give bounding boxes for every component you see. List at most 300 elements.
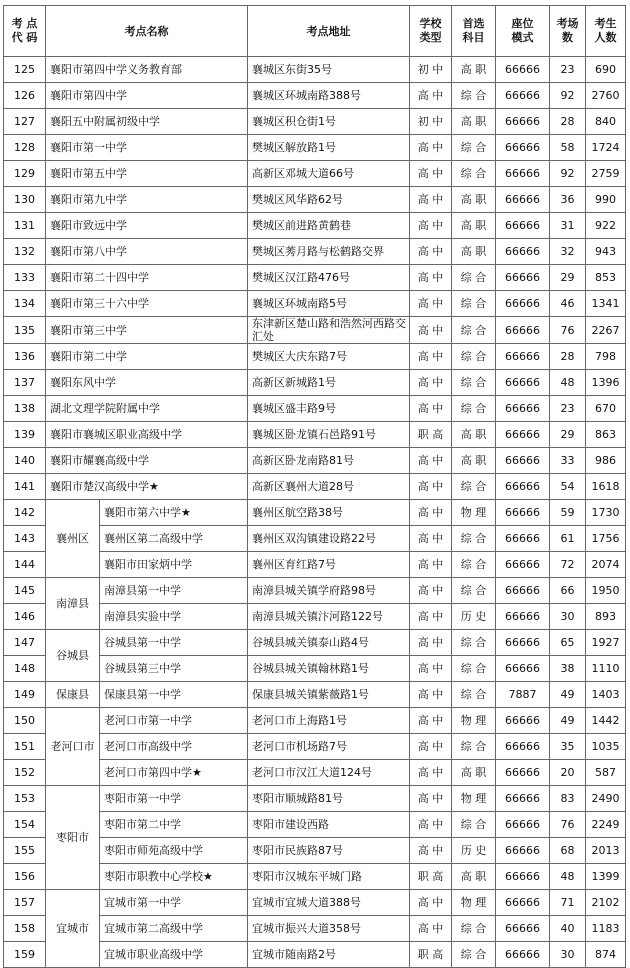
cell-code: 143 bbox=[4, 526, 46, 552]
exam-sites-table bbox=[3, 5, 626, 968]
cell-name: 谷城县第一中学 bbox=[100, 630, 248, 656]
cell-address: 高新区襄州大道28号 bbox=[248, 474, 410, 500]
cell-rooms: 59 bbox=[550, 500, 586, 526]
cell-subject: 综 合 bbox=[452, 474, 496, 500]
cell-type: 初 中 bbox=[410, 57, 452, 83]
cell-name: 襄阳市第六中学★ bbox=[100, 500, 248, 526]
cell-name: 襄阳市第五中学 bbox=[46, 161, 248, 187]
cell-type: 高 中 bbox=[410, 630, 452, 656]
cell-subject: 综 合 bbox=[452, 630, 496, 656]
cell-name: 老河口市第四中学★ bbox=[100, 760, 248, 786]
cell-type: 高 中 bbox=[410, 448, 452, 474]
cell-students: 2249 bbox=[586, 812, 626, 838]
cell-type: 高 中 bbox=[410, 161, 452, 187]
cell-students: 670 bbox=[586, 396, 626, 422]
cell-students: 986 bbox=[586, 448, 626, 474]
table-row bbox=[4, 682, 626, 708]
table-row bbox=[4, 422, 626, 448]
cell-students: 1756 bbox=[586, 526, 626, 552]
cell-type: 初 中 bbox=[410, 109, 452, 135]
table-row bbox=[4, 474, 626, 500]
cell-rooms: 71 bbox=[550, 890, 586, 916]
cell-students: 893 bbox=[586, 604, 626, 630]
cell-district: 枣阳市 bbox=[46, 786, 100, 890]
cell-rooms: 40 bbox=[550, 916, 586, 942]
cell-code: 137 bbox=[4, 370, 46, 396]
cell-district: 老河口市 bbox=[46, 708, 100, 786]
cell-name: 襄阳市第四中学 bbox=[46, 83, 248, 109]
cell-seat: 66666 bbox=[496, 890, 550, 916]
cell-address: 襄州区双沟镇建设路22号 bbox=[248, 526, 410, 552]
cell-address: 高新区卧龙南路81号 bbox=[248, 448, 410, 474]
cell-rooms: 32 bbox=[550, 239, 586, 265]
cell-address: 樊城区莠月路与松鹤路交界 bbox=[248, 239, 410, 265]
cell-subject: 综 合 bbox=[452, 552, 496, 578]
table-row bbox=[4, 161, 626, 187]
cell-address: 襄城区积仓街1号 bbox=[248, 109, 410, 135]
table-row bbox=[4, 135, 626, 161]
cell-rooms: 28 bbox=[550, 109, 586, 135]
cell-code: 156 bbox=[4, 864, 46, 890]
cell-district: 谷城县 bbox=[46, 630, 100, 682]
cell-students: 2074 bbox=[586, 552, 626, 578]
table-row bbox=[4, 890, 626, 916]
cell-subject: 综 合 bbox=[452, 135, 496, 161]
table-row bbox=[4, 83, 626, 109]
cell-subject: 高 职 bbox=[452, 57, 496, 83]
cell-students: 990 bbox=[586, 187, 626, 213]
cell-name: 枣阳市第二中学 bbox=[100, 812, 248, 838]
cell-rooms: 61 bbox=[550, 526, 586, 552]
cell-type: 职 高 bbox=[410, 942, 452, 968]
cell-name: 襄阳市第四中学义务教育部 bbox=[46, 57, 248, 83]
cell-address: 襄城区东街35号 bbox=[248, 57, 410, 83]
cell-seat: 66666 bbox=[496, 57, 550, 83]
cell-students: 1183 bbox=[586, 916, 626, 942]
cell-students: 1618 bbox=[586, 474, 626, 500]
cell-code: 139 bbox=[4, 422, 46, 448]
cell-rooms: 68 bbox=[550, 838, 586, 864]
cell-type: 高 中 bbox=[410, 474, 452, 500]
cell-address: 枣阳市汉城东平城门路 bbox=[248, 864, 410, 890]
cell-type: 高 中 bbox=[410, 265, 452, 291]
cell-code: 125 bbox=[4, 57, 46, 83]
cell-code: 148 bbox=[4, 656, 46, 682]
cell-code: 133 bbox=[4, 265, 46, 291]
cell-subject: 综 合 bbox=[452, 578, 496, 604]
cell-name: 谷城县第三中学 bbox=[100, 656, 248, 682]
cell-rooms: 31 bbox=[550, 213, 586, 239]
cell-name: 襄阳市耀襄高级中学 bbox=[46, 448, 248, 474]
cell-rooms: 29 bbox=[550, 422, 586, 448]
cell-district: 襄州区 bbox=[46, 500, 100, 578]
cell-seat: 66666 bbox=[496, 187, 550, 213]
cell-code: 131 bbox=[4, 213, 46, 239]
cell-type: 高 中 bbox=[410, 656, 452, 682]
cell-seat: 66666 bbox=[496, 526, 550, 552]
cell-subject: 高 职 bbox=[452, 864, 496, 890]
cell-code: 136 bbox=[4, 344, 46, 370]
cell-students: 798 bbox=[586, 344, 626, 370]
cell-name: 襄阳市楚汉高级中学★ bbox=[46, 474, 248, 500]
cell-students: 2760 bbox=[586, 83, 626, 109]
cell-subject: 综 合 bbox=[452, 344, 496, 370]
cell-subject: 综 合 bbox=[452, 526, 496, 552]
cell-subject: 物 理 bbox=[452, 786, 496, 812]
cell-students: 1110 bbox=[586, 656, 626, 682]
table-row bbox=[4, 239, 626, 265]
cell-type: 高 中 bbox=[410, 83, 452, 109]
cell-seat: 66666 bbox=[496, 942, 550, 968]
table-row bbox=[4, 291, 626, 317]
cell-students: 1403 bbox=[586, 682, 626, 708]
cell-type: 高 中 bbox=[410, 734, 452, 760]
cell-seat: 66666 bbox=[496, 760, 550, 786]
cell-rooms: 30 bbox=[550, 604, 586, 630]
cell-rooms: 23 bbox=[550, 396, 586, 422]
cell-subject: 综 合 bbox=[452, 370, 496, 396]
cell-rooms: 28 bbox=[550, 344, 586, 370]
header-students: 考生 人数 bbox=[586, 6, 626, 57]
cell-address: 襄城区环城南路5号 bbox=[248, 291, 410, 317]
cell-name: 老河口市第一中学 bbox=[100, 708, 248, 734]
cell-code: 158 bbox=[4, 916, 46, 942]
cell-code: 135 bbox=[4, 317, 46, 344]
table-row bbox=[4, 448, 626, 474]
cell-subject: 历 史 bbox=[452, 604, 496, 630]
header-rooms: 考场 数 bbox=[550, 6, 586, 57]
header-seat: 座位 模式 bbox=[496, 6, 550, 57]
header-type: 学校 类型 bbox=[410, 6, 452, 57]
cell-name: 襄阳市第三十六中学 bbox=[46, 291, 248, 317]
cell-type: 高 中 bbox=[410, 760, 452, 786]
cell-type: 高 中 bbox=[410, 500, 452, 526]
cell-subject: 高 职 bbox=[452, 187, 496, 213]
cell-code: 152 bbox=[4, 760, 46, 786]
cell-name: 襄阳市第八中学 bbox=[46, 239, 248, 265]
cell-students: 943 bbox=[586, 239, 626, 265]
cell-subject: 综 合 bbox=[452, 734, 496, 760]
cell-address: 枣阳市顺城路81号 bbox=[248, 786, 410, 812]
cell-code: 127 bbox=[4, 109, 46, 135]
cell-name: 南漳县实验中学 bbox=[100, 604, 248, 630]
table-row bbox=[4, 396, 626, 422]
cell-type: 高 中 bbox=[410, 396, 452, 422]
cell-code: 159 bbox=[4, 942, 46, 968]
cell-seat: 66666 bbox=[496, 916, 550, 942]
cell-name: 襄阳市第二十四中学 bbox=[46, 265, 248, 291]
cell-rooms: 30 bbox=[550, 942, 586, 968]
cell-rooms: 92 bbox=[550, 161, 586, 187]
cell-seat: 66666 bbox=[496, 656, 550, 682]
cell-seat: 66666 bbox=[496, 422, 550, 448]
cell-name: 襄阳市致远中学 bbox=[46, 213, 248, 239]
cell-name: 襄阳五中附属初级中学 bbox=[46, 109, 248, 135]
cell-students: 1724 bbox=[586, 135, 626, 161]
cell-rooms: 36 bbox=[550, 187, 586, 213]
cell-seat: 66666 bbox=[496, 291, 550, 317]
cell-rooms: 29 bbox=[550, 265, 586, 291]
cell-code: 144 bbox=[4, 552, 46, 578]
cell-students: 853 bbox=[586, 265, 626, 291]
cell-type: 高 中 bbox=[410, 187, 452, 213]
cell-subject: 综 合 bbox=[452, 161, 496, 187]
cell-students: 1442 bbox=[586, 708, 626, 734]
cell-address: 襄州区航空路38号 bbox=[248, 500, 410, 526]
cell-code: 138 bbox=[4, 396, 46, 422]
cell-students: 1927 bbox=[586, 630, 626, 656]
table-row bbox=[4, 317, 626, 344]
cell-address: 谷城县城关镇翰林路1号 bbox=[248, 656, 410, 682]
cell-type: 高 中 bbox=[410, 317, 452, 344]
cell-students: 2013 bbox=[586, 838, 626, 864]
cell-name: 枣阳市职教中心学校★ bbox=[100, 864, 248, 890]
cell-subject: 高 职 bbox=[452, 109, 496, 135]
cell-district: 南漳县 bbox=[46, 578, 100, 630]
cell-type: 高 中 bbox=[410, 604, 452, 630]
cell-subject: 高 职 bbox=[452, 760, 496, 786]
cell-seat: 66666 bbox=[496, 708, 550, 734]
cell-subject: 综 合 bbox=[452, 317, 496, 344]
cell-name: 襄阳市第九中学 bbox=[46, 187, 248, 213]
cell-address: 襄城区盛丰路9号 bbox=[248, 396, 410, 422]
cell-subject: 高 职 bbox=[452, 239, 496, 265]
cell-type: 高 中 bbox=[410, 916, 452, 942]
cell-code: 129 bbox=[4, 161, 46, 187]
cell-students: 1950 bbox=[586, 578, 626, 604]
cell-seat: 66666 bbox=[496, 239, 550, 265]
cell-code: 147 bbox=[4, 630, 46, 656]
cell-subject: 综 合 bbox=[452, 291, 496, 317]
cell-rooms: 23 bbox=[550, 57, 586, 83]
cell-seat: 66666 bbox=[496, 135, 550, 161]
cell-type: 高 中 bbox=[410, 786, 452, 812]
cell-name: 宜城市职业高级中学 bbox=[100, 942, 248, 968]
cell-rooms: 54 bbox=[550, 474, 586, 500]
header-row bbox=[4, 6, 626, 57]
cell-seat: 66666 bbox=[496, 213, 550, 239]
cell-students: 2267 bbox=[586, 317, 626, 344]
cell-seat: 66666 bbox=[496, 734, 550, 760]
cell-address: 枣阳市民族路87号 bbox=[248, 838, 410, 864]
cell-code: 153 bbox=[4, 786, 46, 812]
cell-rooms: 76 bbox=[550, 317, 586, 344]
table-body bbox=[4, 57, 626, 968]
cell-code: 132 bbox=[4, 239, 46, 265]
cell-name: 襄阳市第三中学 bbox=[46, 317, 248, 344]
cell-address: 宜城市宜城大道388号 bbox=[248, 890, 410, 916]
header-address: 考点地址 bbox=[248, 6, 410, 57]
cell-seat: 66666 bbox=[496, 500, 550, 526]
cell-students: 1035 bbox=[586, 734, 626, 760]
cell-students: 1730 bbox=[586, 500, 626, 526]
cell-subject: 综 合 bbox=[452, 656, 496, 682]
cell-seat: 66666 bbox=[496, 838, 550, 864]
cell-code: 150 bbox=[4, 708, 46, 734]
table-row bbox=[4, 265, 626, 291]
cell-address: 老河口市汉江大道124号 bbox=[248, 760, 410, 786]
cell-rooms: 49 bbox=[550, 708, 586, 734]
cell-code: 141 bbox=[4, 474, 46, 500]
cell-seat: 66666 bbox=[496, 161, 550, 187]
table-row bbox=[4, 370, 626, 396]
cell-address: 樊城区汉江路476号 bbox=[248, 265, 410, 291]
cell-students: 587 bbox=[586, 760, 626, 786]
cell-seat: 66666 bbox=[496, 83, 550, 109]
cell-subject: 综 合 bbox=[452, 942, 496, 968]
cell-address: 东津新区楚山路和浩然河西路交汇处 bbox=[248, 317, 410, 344]
cell-subject: 高 职 bbox=[452, 422, 496, 448]
cell-rooms: 92 bbox=[550, 83, 586, 109]
cell-code: 134 bbox=[4, 291, 46, 317]
cell-address: 宜城市振兴大道358号 bbox=[248, 916, 410, 942]
cell-code: 126 bbox=[4, 83, 46, 109]
cell-subject: 综 合 bbox=[452, 265, 496, 291]
cell-name: 南漳县第一中学 bbox=[100, 578, 248, 604]
cell-rooms: 49 bbox=[550, 682, 586, 708]
cell-subject: 综 合 bbox=[452, 812, 496, 838]
cell-type: 高 中 bbox=[410, 526, 452, 552]
cell-rooms: 83 bbox=[550, 786, 586, 812]
cell-seat: 66666 bbox=[496, 786, 550, 812]
cell-subject: 高 职 bbox=[452, 448, 496, 474]
table-row bbox=[4, 500, 626, 526]
cell-rooms: 48 bbox=[550, 864, 586, 890]
cell-students: 1341 bbox=[586, 291, 626, 317]
cell-name: 襄阳东风中学 bbox=[46, 370, 248, 396]
cell-address: 樊城区前进路黄鹤巷 bbox=[248, 213, 410, 239]
cell-name: 襄阳市第二中学 bbox=[46, 344, 248, 370]
cell-students: 1399 bbox=[586, 864, 626, 890]
cell-name: 宜城市第一中学 bbox=[100, 890, 248, 916]
table-row bbox=[4, 187, 626, 213]
cell-subject: 历 史 bbox=[452, 838, 496, 864]
cell-seat: 66666 bbox=[496, 864, 550, 890]
cell-type: 职 高 bbox=[410, 422, 452, 448]
cell-students: 2490 bbox=[586, 786, 626, 812]
cell-seat: 66666 bbox=[496, 370, 550, 396]
cell-subject: 综 合 bbox=[452, 83, 496, 109]
cell-type: 高 中 bbox=[410, 708, 452, 734]
header-code: 考 点 代 码 bbox=[4, 6, 46, 57]
cell-rooms: 66 bbox=[550, 578, 586, 604]
table-row bbox=[4, 630, 626, 656]
cell-code: 140 bbox=[4, 448, 46, 474]
cell-subject: 物 理 bbox=[452, 708, 496, 734]
cell-students: 863 bbox=[586, 422, 626, 448]
table-row bbox=[4, 344, 626, 370]
cell-address: 保康县城关镇紫薇路1号 bbox=[248, 682, 410, 708]
cell-name: 保康县第一中学 bbox=[100, 682, 248, 708]
cell-rooms: 20 bbox=[550, 760, 586, 786]
cell-rooms: 58 bbox=[550, 135, 586, 161]
cell-rooms: 72 bbox=[550, 552, 586, 578]
cell-name: 襄州区第二高级中学 bbox=[100, 526, 248, 552]
cell-seat: 66666 bbox=[496, 265, 550, 291]
cell-seat: 66666 bbox=[496, 812, 550, 838]
table-row bbox=[4, 109, 626, 135]
cell-seat: 66666 bbox=[496, 474, 550, 500]
cell-seat: 66666 bbox=[496, 604, 550, 630]
cell-rooms: 38 bbox=[550, 656, 586, 682]
cell-students: 840 bbox=[586, 109, 626, 135]
cell-type: 高 中 bbox=[410, 239, 452, 265]
cell-students: 2102 bbox=[586, 890, 626, 916]
cell-students: 874 bbox=[586, 942, 626, 968]
cell-address: 高新区邓城大道66号 bbox=[248, 161, 410, 187]
cell-type: 高 中 bbox=[410, 552, 452, 578]
cell-type: 高 中 bbox=[410, 890, 452, 916]
cell-address: 枣阳市建设西路 bbox=[248, 812, 410, 838]
cell-seat: 66666 bbox=[496, 109, 550, 135]
cell-rooms: 35 bbox=[550, 734, 586, 760]
cell-subject: 物 理 bbox=[452, 500, 496, 526]
cell-subject: 高 职 bbox=[452, 213, 496, 239]
cell-students: 922 bbox=[586, 213, 626, 239]
cell-code: 151 bbox=[4, 734, 46, 760]
cell-address: 樊城区风华路62号 bbox=[248, 187, 410, 213]
header-subject: 首选 科目 bbox=[452, 6, 496, 57]
cell-seat: 66666 bbox=[496, 552, 550, 578]
cell-subject: 综 合 bbox=[452, 396, 496, 422]
cell-code: 130 bbox=[4, 187, 46, 213]
cell-code: 155 bbox=[4, 838, 46, 864]
cell-code: 154 bbox=[4, 812, 46, 838]
cell-address: 樊城区大庆东路7号 bbox=[248, 344, 410, 370]
cell-seat: 66666 bbox=[496, 578, 550, 604]
cell-seat: 66666 bbox=[496, 344, 550, 370]
cell-students: 690 bbox=[586, 57, 626, 83]
cell-name: 宜城市第二高级中学 bbox=[100, 916, 248, 942]
cell-code: 149 bbox=[4, 682, 46, 708]
table-row bbox=[4, 578, 626, 604]
cell-name: 枣阳市第一中学 bbox=[100, 786, 248, 812]
header-name: 考点名称 bbox=[46, 6, 248, 57]
cell-type: 高 中 bbox=[410, 135, 452, 161]
cell-type: 高 中 bbox=[410, 682, 452, 708]
cell-rooms: 65 bbox=[550, 630, 586, 656]
cell-name: 老河口市高级中学 bbox=[100, 734, 248, 760]
cell-name: 襄阳市襄城区职业高级中学 bbox=[46, 422, 248, 448]
cell-name: 湖北文理学院附属中学 bbox=[46, 396, 248, 422]
cell-subject: 综 合 bbox=[452, 916, 496, 942]
cell-district: 宜城市 bbox=[46, 890, 100, 968]
cell-type: 高 中 bbox=[410, 578, 452, 604]
cell-type: 高 中 bbox=[410, 370, 452, 396]
cell-seat: 66666 bbox=[496, 317, 550, 344]
cell-address: 樊城区解放路1号 bbox=[248, 135, 410, 161]
cell-type: 高 中 bbox=[410, 812, 452, 838]
cell-address: 谷城县城关镇泰山路4号 bbox=[248, 630, 410, 656]
table-row bbox=[4, 708, 626, 734]
cell-subject: 物 理 bbox=[452, 890, 496, 916]
cell-address: 高新区新城路1号 bbox=[248, 370, 410, 396]
table-row bbox=[4, 213, 626, 239]
cell-address: 老河口市机场路7号 bbox=[248, 734, 410, 760]
cell-seat: 66666 bbox=[496, 630, 550, 656]
cell-address: 襄州区育红路7号 bbox=[248, 552, 410, 578]
cell-name: 襄阳市第一中学 bbox=[46, 135, 248, 161]
cell-rooms: 33 bbox=[550, 448, 586, 474]
cell-code: 142 bbox=[4, 500, 46, 526]
cell-name: 襄阳市田家炳中学 bbox=[100, 552, 248, 578]
cell-rooms: 48 bbox=[550, 370, 586, 396]
cell-seat: 7887 bbox=[496, 682, 550, 708]
cell-type: 职 高 bbox=[410, 864, 452, 890]
cell-address: 南漳县城关镇学府路98号 bbox=[248, 578, 410, 604]
cell-code: 128 bbox=[4, 135, 46, 161]
cell-seat: 66666 bbox=[496, 448, 550, 474]
